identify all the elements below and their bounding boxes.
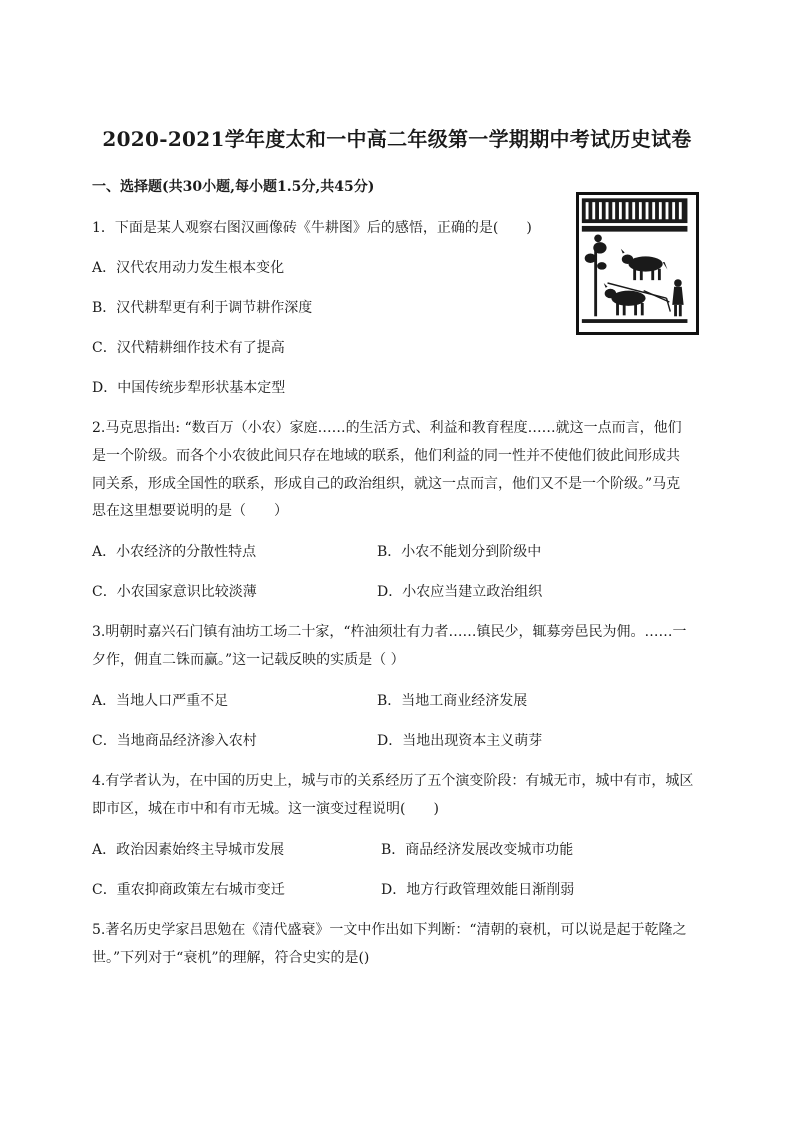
question-3-option-a: A．当地人口严重不足 bbox=[92, 693, 229, 709]
question-3-line-2: 夕作，佣直二铢而赢。”这一记载反映的实质是（ ） bbox=[92, 652, 405, 668]
question-2-option-d: D．小农应当建立政治组织 bbox=[377, 584, 543, 600]
question-4-line-2: 即市区，城在市中和有市无城。这一演变过程说明( ) bbox=[92, 801, 439, 817]
question-1-option-a: A．汉代农用动力发生根本变化 bbox=[92, 260, 285, 276]
question-1-option-d: D．中国传统步犁形状基本定型 bbox=[92, 380, 286, 396]
question-2-option-c: C．小农国家意识比较淡薄 bbox=[92, 584, 257, 600]
question-2-line-2: 是一个阶级。而各个小农彼此间只存在地域的联系，他们利益的同一性并不使他们彼此间形成共 bbox=[92, 448, 680, 464]
question-5-line-2: 世。”下列对于“衰机”的理解，符合史实的是() bbox=[92, 950, 370, 966]
question-4-option-a: A．政治因素始终主导城市发展 bbox=[92, 842, 285, 858]
ox-plowing-brick-relief-icon bbox=[579, 195, 696, 332]
question-2-line-3: 同关系，形成全国性的联系，形成自己的政治组织，就这一点而言，他们又不是一个阶级。”马克 bbox=[92, 476, 681, 492]
question-1-stem: 1．下面是某人观察右图汉画像砖《牛耕图》后的感悟，正确的是( ) bbox=[92, 220, 532, 236]
question-3-option-d: D．当地出现资本主义萌芽 bbox=[377, 733, 543, 749]
ox-plowing-image bbox=[576, 192, 699, 335]
exam-title: 2020-2021学年度太和一中高二年级第一学期期中考试历史试卷 bbox=[102, 127, 692, 151]
question-2-line-1: 2.马克思指出: “数百万（小农）家庭……的生活方式、利益和教育程度……就这一点而言，他们 bbox=[92, 420, 682, 436]
question-3-line-1: 3.明朝时嘉兴石门镇有油坊工场二十家，“杵油须壮有力者……镇民少，辄募旁邑民为佣。……一 bbox=[92, 624, 687, 640]
question-4-option-b: B．商品经济发展改变城市功能 bbox=[381, 842, 574, 858]
question-2-option-a: A．小农经济的分散性特点 bbox=[92, 544, 257, 560]
question-4-option-c: C．重农抑商政策左右城市变迁 bbox=[92, 882, 285, 898]
question-1-option-c: C．汉代精耕细作技术有了提高 bbox=[92, 340, 285, 356]
question-5-line-1: 5.著名历史学家吕思勉在《清代盛衰》一文中作出如下判断：“清朝的衰机，可以说是起于乾隆之 bbox=[92, 922, 687, 938]
question-3-option-c: C．当地商品经济渗入农村 bbox=[92, 733, 257, 749]
question-2-line-4: 思在这里想要说明的是（ ） bbox=[92, 503, 288, 519]
section-heading: 一、选择题(共30小题,每小题1.5分,共45分) bbox=[92, 179, 375, 195]
question-1-option-b: B．汉代耕犁更有利于调节耕作深度 bbox=[92, 300, 313, 316]
question-4-option-d: D．地方行政管理效能日渐削弱 bbox=[381, 882, 575, 898]
question-3-option-b: B．当地工商业经济发展 bbox=[377, 693, 528, 709]
question-4-line-1: 4.有学者认为，在中国的历史上，城与市的关系经历了五个演变阶段：有城无市，城中有市，城区 bbox=[92, 773, 694, 789]
question-2-option-b: B．小农不能划分到阶级中 bbox=[377, 544, 542, 560]
